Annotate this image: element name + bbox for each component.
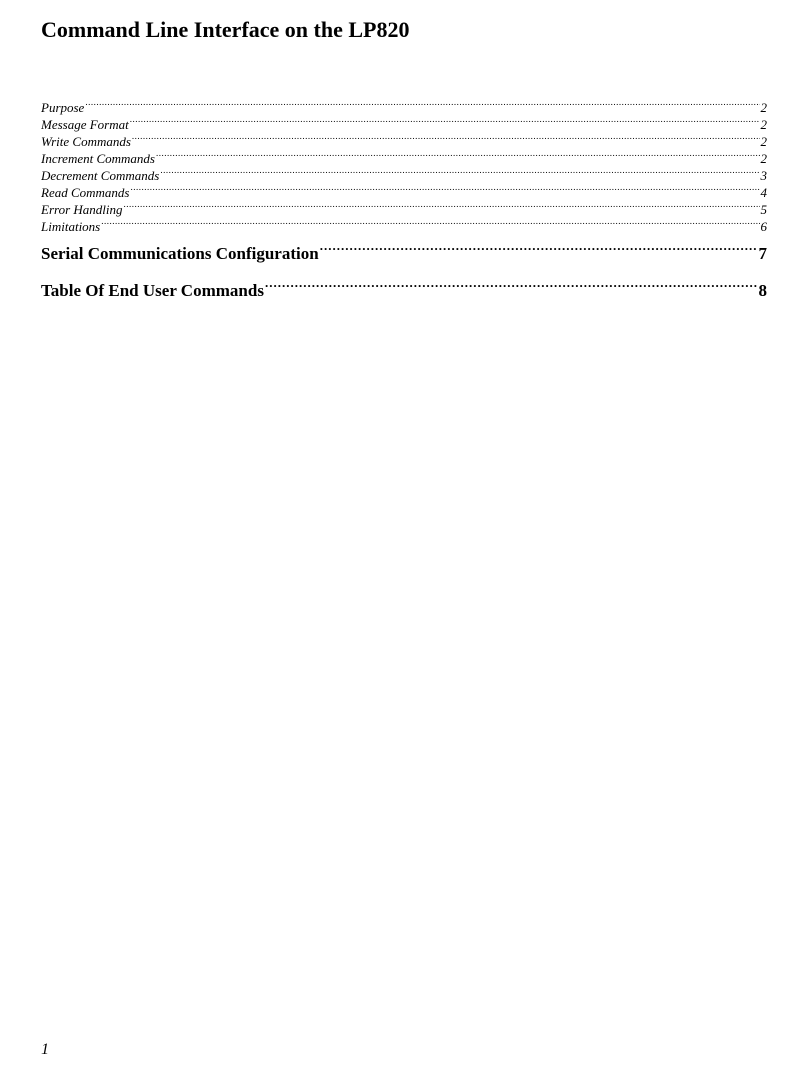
toc-entry-error-handling[interactable] <box>41 201 767 218</box>
page-number: 1 <box>41 1041 49 1058</box>
toc-entry-label: Serial Communications Configuration <box>41 244 319 263</box>
toc-entry-increment-commands[interactable] <box>41 150 767 167</box>
toc-entry-page: 4 <box>760 185 767 200</box>
toc-entry-label: Read Commands <box>41 185 130 200</box>
toc-entry-serial-communications-configuration[interactable] <box>41 242 767 265</box>
toc-entry-page: 2 <box>760 134 767 149</box>
toc-entry-limitations[interactable] <box>41 218 767 235</box>
toc-entry-label: Limitations <box>41 219 101 234</box>
toc-entry-read-commands[interactable] <box>41 184 767 201</box>
dot-leader <box>160 167 759 180</box>
dot-leader <box>130 116 760 129</box>
toc-entry-label: Table Of End User Commands <box>41 281 264 300</box>
toc-entry-label: Message Format <box>41 117 129 132</box>
toc-entry-page: 8 <box>758 281 767 300</box>
toc-entry-label: Error Handling <box>41 202 123 217</box>
dot-leader <box>130 184 759 197</box>
dot-leader <box>85 99 759 112</box>
page-title: Command Line Interface on the LP820 <box>41 17 410 42</box>
toc-entry-page: 7 <box>758 244 767 263</box>
dot-leader <box>132 133 760 146</box>
dot-leader <box>156 150 760 163</box>
toc-entry-write-commands[interactable] <box>41 133 767 150</box>
toc-entry-page: 2 <box>760 117 767 132</box>
toc-entry-purpose[interactable] <box>41 99 767 116</box>
dot-leader <box>265 279 758 296</box>
toc-entry-table-of-end-user-commands[interactable] <box>41 279 767 302</box>
table-of-contents <box>41 99 767 302</box>
toc-entry-page: 2 <box>760 151 767 166</box>
toc-entry-label: Decrement Commands <box>41 168 160 183</box>
dot-leader <box>101 218 759 231</box>
dot-leader <box>124 201 760 214</box>
toc-entry-page: 3 <box>760 168 767 183</box>
toc-entry-label: Increment Commands <box>41 151 155 166</box>
toc-entry-page: 5 <box>760 202 767 217</box>
toc-entry-decrement-commands[interactable] <box>41 167 767 184</box>
toc-entry-label: Write Commands <box>41 134 131 149</box>
toc-entry-page: 2 <box>760 100 767 115</box>
toc-entry-page: 6 <box>760 219 767 234</box>
toc-entry-message-format[interactable] <box>41 116 767 133</box>
toc-entry-label: Purpose <box>41 100 85 115</box>
dot-leader <box>320 242 758 259</box>
